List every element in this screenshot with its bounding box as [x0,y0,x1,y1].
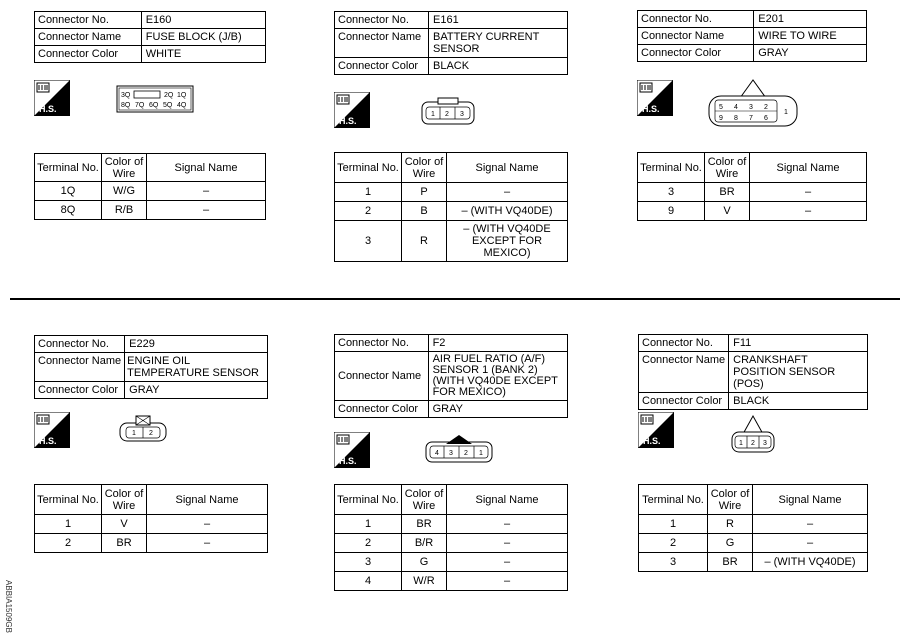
pin-label: 6Q [149,102,159,109]
connector-no-label: Connector No. [335,335,429,352]
connector-info-table [334,334,568,418]
table-row: 1 P – [335,183,568,202]
connector-name-label: Connector Name [639,352,729,393]
terminal-table [34,484,268,553]
table-row: 9 V – [638,202,867,221]
hs-label: H.S. [642,104,660,114]
connector-no-value: E160 [141,12,265,29]
connector-info-table [638,334,868,410]
terminal-no-header: Terminal No. [335,153,402,183]
connector-face-e160 [116,85,194,113]
pin-label: 1 [479,450,483,457]
table-row: 3 G – [335,553,568,572]
hs-icon [334,92,370,128]
connector-color-value: BLACK [729,393,868,410]
terminal-table-e229-wrap [34,484,268,553]
connector-face-e201 [707,78,799,128]
connector-f11 [638,334,868,410]
connector-name-value: BATTERY CURRENT SENSOR [429,29,568,58]
signal-name-header: Signal Name [750,153,867,183]
connector-color-label: Connector Color [35,382,125,399]
hs-label: H.S. [39,104,57,114]
connector-name-value: FUSE BLOCK (J/B) [141,29,265,46]
hs-icon [34,412,70,448]
terminal-table [637,152,867,221]
table-row: 2 BR – [35,534,268,553]
pin-label: 2Q [164,92,174,99]
terminal-table-f11-wrap [638,484,868,572]
connector-face-f2 [424,434,494,464]
table-row: 1Q W/G – [35,182,266,201]
connector-name-label: Connector Name [35,29,142,46]
terminal-table-e201-wrap [637,152,867,221]
wire-color-header: Color of Wire [402,485,447,515]
pin-label: 7 [749,115,753,122]
connector-no-label: Connector No. [638,11,754,28]
table-row: 4 W/R – [335,572,568,591]
terminal-table-f2-wrap [334,484,568,591]
connector-name-label: Connector Name [335,29,429,58]
table-row: 2 G – [639,534,868,553]
pin-label: 1 [132,430,136,437]
pin-label: 1 [784,109,788,116]
connector-color-value: BLACK [429,58,568,75]
pin-label: 1 [431,111,435,118]
connector-e161 [334,11,568,75]
pin-label: 6 [764,115,768,122]
wire-color-header: Color of Wire [705,153,750,183]
pin-label: 2 [764,104,768,111]
connector-no-value: E201 [754,11,867,28]
connector-e160 [34,11,266,63]
connector-name-label: Connector Name [638,28,754,45]
connector-color-value: GRAY [754,45,867,62]
connector-e229 [34,335,268,399]
terminal-table [334,152,568,262]
terminal-table [334,484,568,591]
pin-label: 4 [734,104,738,111]
table-row: 3 R – (WITH VQ40DE EXCEPT FOR MEXICO) [335,221,568,262]
table-row: 1 V – [35,515,268,534]
connector-name-value: CRANKSHAFT POSITION SENSOR (POS) [729,352,868,393]
table-row: 3 BR – (WITH VQ40DE) [639,553,868,572]
connector-no-label: Connector No. [35,336,125,353]
table-row: 1 R – [639,515,868,534]
signal-name-header: Signal Name [753,485,868,515]
connector-info-table [637,10,867,62]
hs-icon [637,80,673,116]
hs-label: H.S. [339,116,357,126]
terminal-table-e161-wrap [334,152,568,262]
hs-icon [638,412,674,448]
pin-label: 4Q [177,102,187,109]
connector-no-value: E229 [125,336,268,353]
wire-color-header: Color of Wire [102,485,147,515]
signal-name-header: Signal Name [147,154,266,182]
terminal-table-e160-wrap [34,153,266,220]
connector-name-label: Connector Name [335,352,429,401]
connector-color-label: Connector Color [639,393,729,410]
connector-f2 [334,334,568,418]
pin-label: 8 [734,115,738,122]
hs-label: H.S. [339,456,357,466]
connector-no-value: F2 [428,335,567,352]
terminal-no-header: Terminal No. [35,485,102,515]
terminal-no-header: Terminal No. [639,485,708,515]
pin-label: 3 [449,450,453,457]
side-code: ABBIA1509GB [3,580,13,633]
connector-info-table [34,11,266,63]
pin-label: 4 [435,450,439,457]
connector-face-e229 [118,414,168,442]
hs-icon [334,432,370,468]
connector-color-label: Connector Color [335,401,429,418]
pin-label: 2 [751,440,755,447]
pin-label: 2 [445,111,449,118]
connector-color-value: WHITE [141,46,265,63]
hs-icon [34,80,70,116]
terminal-table [34,153,266,220]
wire-color-header: Color of Wire [402,153,447,183]
pin-label: 5Q [163,102,173,109]
signal-name-header: Signal Name [447,485,568,515]
pin-label: 1Q [177,92,187,99]
connector-color-value: GRAY [428,401,567,418]
terminal-no-header: Terminal No. [335,485,402,515]
pin-label: 1 [739,440,743,447]
terminal-no-header: Terminal No. [35,154,102,182]
signal-name-header: Signal Name [147,485,268,515]
connector-name-value: ENGINE OIL TEMPERATURE SENSOR [125,353,268,382]
connector-name-value: WIRE TO WIRE [754,28,867,45]
connector-info-table [34,335,268,399]
connector-e201 [637,10,867,62]
connector-color-value: GRAY [125,382,268,399]
connector-face-f11 [730,414,776,454]
pin-label: 3Q [121,92,131,99]
connector-color-label: Connector Color [638,45,754,62]
table-row: 8Q R/B – [35,201,266,220]
connector-no-label: Connector No. [35,12,142,29]
pin-label: 2 [464,450,468,457]
hs-label: H.S. [39,436,57,446]
pin-label: 3 [460,111,464,118]
table-row: 2 B – (WITH VQ40DE) [335,202,568,221]
connector-color-label: Connector Color [335,58,429,75]
pin-label: 8Q [121,102,131,109]
pin-label: 3 [763,440,767,447]
connector-no-value: E161 [429,12,568,29]
wire-color-header: Color of Wire [708,485,753,515]
connector-no-value: F11 [729,335,868,352]
connector-face-e161 [420,96,476,126]
connector-color-label: Connector Color [35,46,142,63]
section-divider [10,298,900,300]
table-row: 3 BR – [638,183,867,202]
pin-label: 9 [719,115,723,122]
hs-label: H.S. [643,436,661,446]
pin-label: 2 [149,430,153,437]
connector-name-value: AIR FUEL RATIO (A/F) SENSOR 1 (BANK 2) (WITH VQ40DE EXCEPT FOR MEXICO) [428,352,567,401]
terminal-no-header: Terminal No. [638,153,705,183]
table-row: 1 BR – [335,515,568,534]
wire-color-header: Color of Wire [102,154,147,182]
terminal-table [638,484,868,572]
table-row: 2 B/R – [335,534,568,553]
connector-info-table [334,11,568,75]
pin-label: 5 [719,104,723,111]
pin-label: 7Q [135,102,145,109]
connector-no-label: Connector No. [639,335,729,352]
signal-name-header: Signal Name [447,153,568,183]
connector-name-label: Connector Name [35,353,125,382]
pin-label: 3 [749,104,753,111]
connector-no-label: Connector No. [335,12,429,29]
